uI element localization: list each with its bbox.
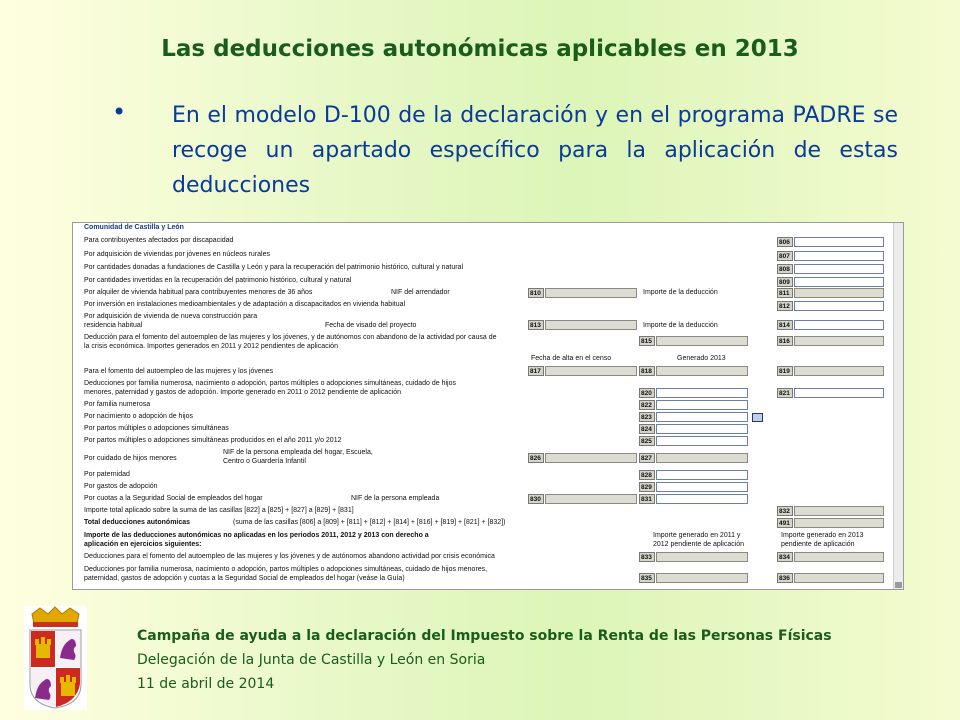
row-paternidad: Por paternidad: [84, 471, 130, 478]
row-partos-2011-2012: Por partos múltiples o adopciones simultáneas producidos en el año 2011 y/o 2012: [84, 437, 342, 444]
input-833[interactable]: [656, 552, 748, 562]
code-821: 821: [777, 388, 793, 398]
input-825[interactable]: [656, 436, 748, 446]
label-importe-2011-a: Importe generado en 2011 y: [653, 532, 741, 539]
row-total-deducciones-detalle: (suma de las casillas [806] a [809] + [811] + [812] + [814] + [816] + [819] + [821] + [832]): [233, 519, 506, 526]
input-823[interactable]: [656, 412, 748, 422]
input-807[interactable]: [794, 251, 884, 261]
footer-date: 11 de abril de 2014: [137, 676, 275, 692]
row-familia-pendiente-b: paternidad, gastos de adopción y cuotas a la Seguridad Social de empleados del hogar (veáse la Guía): [84, 575, 405, 582]
row-donaciones: Por cantidades donadas a fundaciones de Castilla y León y para la recuperación del patrimonio histórico, cultural y natural: [84, 264, 464, 271]
footer-delegation: Delegación de la Junta de Castilla y León en Soria: [137, 652, 486, 668]
code-810: 810: [528, 288, 544, 298]
input-836[interactable]: [794, 573, 884, 583]
bullet-block: [112, 98, 898, 203]
footer-campaign: Campaña de ayuda a la declaración del Impuesto sobre la Renta de las Personas Físicas: [137, 628, 832, 644]
input-813[interactable]: [545, 320, 637, 330]
code-827: 827: [639, 453, 655, 463]
code-835: 835: [639, 573, 655, 583]
code-836: 836: [777, 573, 793, 583]
input-819[interactable]: [794, 366, 884, 376]
row-seguridad-social: Por cuotas a la Seguridad Social de empleados del hogar: [84, 495, 263, 502]
input-818[interactable]: [656, 366, 748, 376]
input-826[interactable]: [545, 453, 637, 463]
input-829[interactable]: [656, 482, 748, 492]
row-nueva-construccion-a: Por adquisición de vivienda de nueva construcción para: [84, 313, 258, 320]
row-gastos-adopcion: Por gastos de adopción: [84, 483, 158, 490]
label-importe-2013-a: Importe generado en 2013: [781, 532, 864, 539]
input-491[interactable]: [794, 518, 884, 528]
row-por-familia-numerosa: Por familia numerosa: [84, 401, 151, 408]
scroll-down-icon[interactable]: [895, 582, 902, 588]
code-824: 824: [639, 424, 655, 434]
code-834: 834: [777, 552, 793, 562]
input-820[interactable]: [656, 388, 748, 398]
code-818: 818: [639, 366, 655, 376]
input-811[interactable]: [794, 288, 884, 298]
row-no-aplicadas-b: aplicación en ejercicios siguientes:: [84, 541, 202, 548]
row-total-deducciones: Total deducciones autonómicas: [84, 519, 191, 526]
code-815: 815: [639, 336, 655, 346]
row-familia-pendiente-a: Deducciones por familia numerosa, nacimiento o adopción, partos múltiples o adopciones simultáneas, cuidado de hijos menores,: [84, 566, 488, 573]
label-fecha-visado: Fecha de visado del proyecto: [325, 322, 417, 329]
input-834[interactable]: [794, 552, 884, 562]
row-no-aplicadas-a: Importe de las deducciones autonómicas no aplicadas en los periodos 2011, 2012 y 2013 con derecho a: [84, 532, 429, 539]
input-821[interactable]: [794, 388, 884, 398]
input-809[interactable]: [794, 277, 884, 287]
castilla-leon-coat-of-arms-icon: [24, 606, 87, 710]
code-823: 823: [639, 412, 655, 422]
label-generado-2013: Generado 2013: [677, 355, 726, 362]
code-832: 832: [777, 506, 793, 516]
label-nif-persona-empleada: NIF de la persona empleada: [351, 495, 440, 502]
label-importe-2011-b: 2012 pendiente de aplicación: [653, 541, 745, 548]
code-814: 814: [777, 320, 793, 330]
code-807: 807: [777, 251, 793, 261]
input-808[interactable]: [794, 264, 884, 274]
slide-title: Las deducciones autonómicas aplicables en 2013: [161, 36, 799, 62]
calculator-icon[interactable]: [752, 413, 763, 422]
input-835[interactable]: [656, 573, 748, 583]
code-491: 491: [777, 518, 793, 528]
row-nacimiento: Por nacimiento o adopción de hijos: [84, 413, 193, 420]
code-822: 822: [639, 400, 655, 410]
input-827[interactable]: [656, 453, 748, 463]
input-831[interactable]: [656, 494, 748, 504]
label-nif-persona-a: NIF de la persona empleada del hogar, Escuela,: [223, 449, 373, 456]
input-815[interactable]: [656, 336, 748, 346]
row-autoempleo-b: la crisis económica. Importes generados en 2011 y 2012 pendientes de aplicación: [84, 343, 338, 350]
code-819: 819: [777, 366, 793, 376]
row-cuidado-hijos: Por cuidado de hijos menores: [84, 455, 177, 462]
code-833: 833: [639, 552, 655, 562]
row-autoempleo-a: Deducción para el fomento del autoempleo de las mujeres y los jóvenes, y de autónomos con abandono de la actividad por causa de: [84, 334, 497, 341]
code-817: 817: [528, 366, 544, 376]
label-importe-2013-b: pendiente de aplicación: [781, 541, 855, 548]
input-812[interactable]: [794, 301, 884, 311]
code-829: 829: [639, 482, 655, 492]
input-832[interactable]: [794, 506, 884, 516]
row-partos-multiples: Por partos múltiples o adopciones simultáneas: [84, 425, 229, 432]
label-fecha-alta: Fecha de alta en el censo: [531, 355, 612, 362]
code-826: 826: [528, 453, 544, 463]
row-alquiler: Por alquiler de vivienda habitual para contribuyentes menores de 36 años: [84, 289, 313, 296]
form-screenshot: [72, 222, 904, 590]
input-816[interactable]: [794, 336, 884, 346]
code-808: 808: [777, 264, 793, 274]
row-familia-numerosa-b: menores, paternidad y gastos de adopción. Importe generado en 2011 o 2012 pendiente de aplicación: [84, 389, 402, 396]
code-806: 806: [777, 237, 793, 247]
input-810[interactable]: [545, 288, 637, 298]
row-instalaciones: Por inversión en instalaciones medioambientales y de adaptación a discapacitados en vivienda habitual: [84, 301, 406, 308]
row-patrimonio: Por cantidades invertidas en la recuperación del patrimonio histórico, cultural y natural: [84, 277, 352, 284]
label-importe-deduccion: Importe de la deducción: [643, 289, 718, 296]
code-831: 831: [639, 494, 655, 504]
row-discapacidad: Para contribuyentes afectados por discapacidad: [84, 237, 234, 244]
code-809: 809: [777, 277, 793, 287]
bullet-icon: •: [112, 98, 127, 126]
label-importe-deduccion-2: Importe de la deducción: [643, 322, 718, 329]
input-828[interactable]: [656, 470, 748, 480]
row-autoempleo-pendiente: Deducciones para el fomento del autoempleo de las mujeres y los jóvenes y de autónomos abandono actividad por crisis económica: [84, 553, 495, 560]
label-nif-persona-b: Centro o Guardería Infantil: [223, 458, 306, 465]
code-830: 830: [528, 494, 544, 504]
code-828: 828: [639, 470, 655, 480]
row-familia-numerosa-a: Deducciones por familia numerosa, nacimiento o adopción, partos múltiples o adopciones simultáneas, cuidado de hijos: [84, 380, 456, 387]
form-header: Comunidad de Castilla y León: [84, 224, 184, 231]
input-830[interactable]: [545, 494, 637, 504]
form-scrollbar[interactable]: [893, 223, 903, 589]
input-824[interactable]: [656, 424, 748, 434]
input-822[interactable]: [656, 400, 748, 410]
label-nif-arrendador: NIF del arrendador: [391, 289, 450, 296]
input-814[interactable]: [794, 320, 884, 330]
code-811: 811: [777, 288, 793, 298]
code-825: 825: [639, 436, 655, 446]
bullet-text: En el modelo D-100 de la declaración y en el programa PADRE se recoge un apartado específico para la aplicación de estas deducciones: [172, 103, 898, 198]
code-816: 816: [777, 336, 793, 346]
input-817[interactable]: [545, 366, 637, 376]
row-importe-total: Importe total aplicado sobre la suma de las casillas [822] a [825] + [827] a [829] + [831]: [84, 507, 354, 514]
row-nueva-construccion-b: residencia habitual: [84, 322, 143, 329]
code-812: 812: [777, 301, 793, 311]
input-806[interactable]: [794, 237, 884, 247]
code-820: 820: [639, 388, 655, 398]
code-813: 813: [528, 320, 544, 330]
row-fomento-autoempleo: Para el fomento del autoempleo de las mujeres y los jóvenes: [84, 368, 274, 375]
row-viviendas-jovenes: Por adquisición de viviendas por jóvenes en núcleos rurales: [84, 251, 270, 258]
